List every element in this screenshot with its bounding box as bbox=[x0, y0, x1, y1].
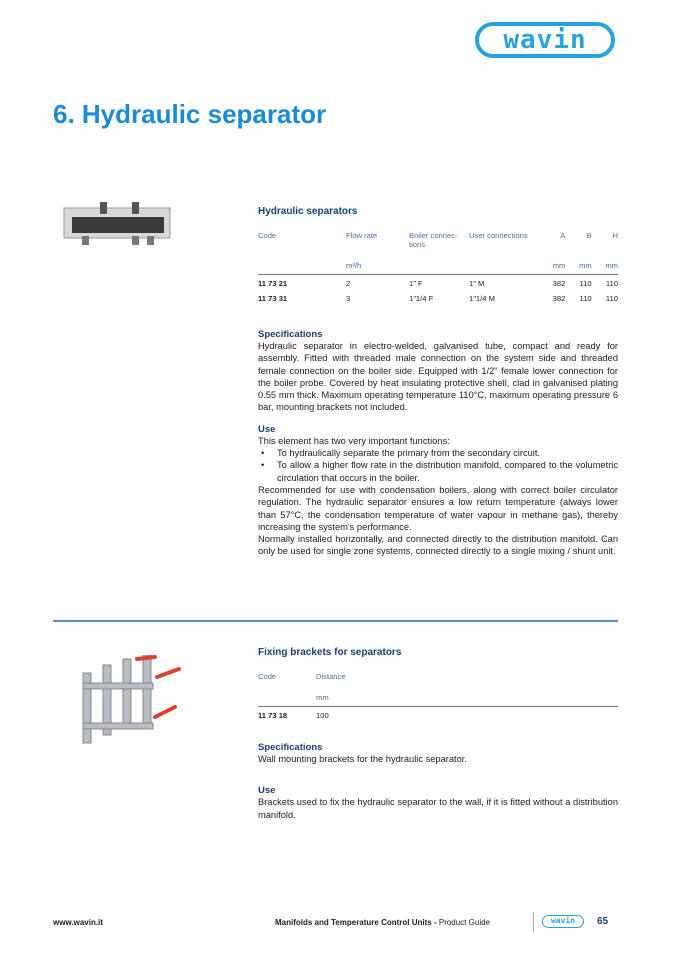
brackets-table bbox=[258, 672, 618, 722]
specifications-heading: Specifications bbox=[258, 329, 323, 340]
use-heading: Use bbox=[258, 785, 276, 797]
col-header: Distance bbox=[316, 672, 346, 681]
cell: 1"1/4 F bbox=[409, 294, 434, 303]
footer-divider bbox=[533, 912, 534, 932]
unit: m³/h bbox=[346, 261, 409, 275]
specifications-text: Wall mounting brackets for the hydraulic separator. bbox=[258, 754, 467, 764]
use-text: Recommended for use with condensation boilers, along with correct boiler circulator regulation. The hydraulic separator ensures a low return temperature (always lower than 57°C, the condensation temperature of water vapour in methane gas), thereby increasing the system's performance. bbox=[258, 484, 618, 532]
use-text-2: Normally installed horizontally, and connected directly to the distribution manifold. Can only be used for single zone systems, connected directly to a single mixing / shunt unit. bbox=[258, 534, 618, 557]
cell: 1" F bbox=[409, 279, 423, 288]
use-list bbox=[258, 447, 618, 484]
cell: 1"1/4 M bbox=[469, 294, 495, 303]
cell: 3 bbox=[346, 294, 351, 303]
cell: 110 bbox=[605, 294, 618, 303]
col-header: A bbox=[560, 231, 566, 240]
col-header: User connections bbox=[469, 231, 528, 240]
hydraulic-separators-section bbox=[258, 206, 618, 558]
table-row bbox=[258, 275, 618, 291]
separators-table bbox=[258, 231, 618, 305]
hydraulic-separator-image bbox=[62, 200, 174, 248]
col-header: Flow rate bbox=[346, 231, 378, 240]
unit: mm bbox=[539, 261, 565, 275]
page-title: 6. Hydraulic separator bbox=[53, 99, 327, 129]
col-header: B bbox=[586, 231, 592, 240]
unit: mm bbox=[565, 261, 591, 275]
cell: 110 bbox=[605, 279, 618, 288]
cell: 382 bbox=[552, 294, 566, 303]
cell: 11 73 21 bbox=[258, 279, 288, 288]
use-intro: This element has two very important functions: bbox=[258, 435, 450, 446]
col-header: Code bbox=[258, 231, 277, 240]
col-header: H bbox=[612, 231, 618, 240]
page-number: 65 bbox=[597, 916, 609, 927]
use-heading: Use bbox=[258, 423, 276, 435]
table-row bbox=[258, 707, 618, 723]
section-heading: Fixing brackets for separators bbox=[258, 647, 402, 658]
col-header: Boiler connec-tions bbox=[409, 231, 458, 249]
table-row bbox=[258, 290, 618, 305]
cell: 2 bbox=[346, 279, 351, 288]
section-divider bbox=[53, 620, 618, 622]
footer-guide-title bbox=[275, 918, 490, 927]
fixing-brackets-section bbox=[258, 647, 618, 821]
footer-url[interactable]: www.wavin.it bbox=[53, 918, 103, 927]
footer-wavin-logo: wavin bbox=[542, 915, 584, 928]
specifications-heading: Specifications bbox=[258, 742, 323, 753]
cell: 1" M bbox=[469, 279, 485, 288]
col-header: Code bbox=[258, 672, 277, 681]
guide-title-bold: Manifolds and Temperature Control Units - bbox=[275, 918, 439, 927]
fixing-brackets-image bbox=[75, 655, 185, 755]
list-item: • To hydraulically separate the primary from the secondary circuit. bbox=[258, 447, 618, 459]
section-heading: Hydraulic separators bbox=[258, 206, 358, 217]
use-text: Brackets used to fix the hydraulic separator to the wall, if it is fitted without a distribution manifold. bbox=[258, 797, 618, 820]
cell: 11 73 18 bbox=[258, 711, 288, 720]
unit: mm bbox=[316, 693, 618, 707]
cell: 11 73 31 bbox=[258, 294, 288, 303]
specifications-text: Hydraulic separator in electro-welded, galvanised tube, compact and ready for assembly. Fitted with threaded male connection on the system side and threaded female connection on the boiler side. Equipped with 1/2" female lower connection for the boiler probe. Covered by heat insulating protective shell, clad in galvanised plating 0.55 mm thick. Maximum operating temperature 110°C, maximum operating pressure 6 bar, mounting brackets not included. bbox=[258, 341, 618, 413]
cell: 382 bbox=[552, 279, 566, 288]
unit: mm bbox=[592, 261, 618, 275]
wavin-logo: wavin bbox=[475, 22, 615, 58]
cell: 110 bbox=[579, 294, 592, 303]
cell: 100 bbox=[316, 711, 329, 720]
guide-title: Product Guide bbox=[438, 918, 490, 927]
cell: 110 bbox=[579, 279, 592, 288]
list-item: • To allow a higher flow rate in the distribution manifold, compared to the volumetric circulation that occurs in the boiler. bbox=[258, 459, 618, 484]
